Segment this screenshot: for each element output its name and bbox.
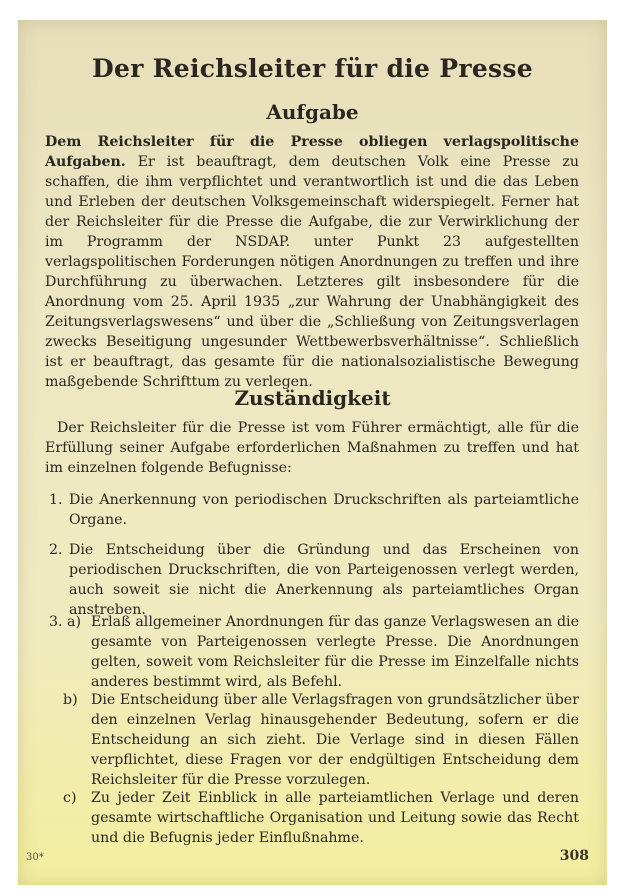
list-item-text: Die Anerkennung von periodischen Druckschriften als parteiamtliche Organe. xyxy=(69,492,579,528)
list-item xyxy=(49,612,579,692)
list-item-number: 3. a) xyxy=(49,614,82,630)
sheet-signature: 30* xyxy=(26,852,44,863)
section-heading-zustaendigkeit: Zuständigkeit xyxy=(234,386,391,410)
page-number: 308 xyxy=(559,848,589,864)
aufgabe-lead: Dem Reichsleiter für die Presse obliegen verlagspolitische Aufgaben. xyxy=(45,134,579,170)
list-item-number: 1. xyxy=(49,492,63,508)
list-item-text: Die Entscheidung über alle Verlagsfragen von grundsätzlicher über den einzelnen Verlag hinausgehender Bedeutung, sofern er die Entscheidung an sich zieht. Die Verlage sind in diesen Fällen verpflichtet, diese Fragen vor der endgültigen Entscheidung dem Reichsleiter für die Presse vorzulegen. xyxy=(91,692,579,788)
page-title: Der Reichsleiter für die Presse xyxy=(92,54,533,83)
document-page xyxy=(18,20,607,885)
list-item-text: Erlaß allgemeiner Anordnungen für das ganze Verlagswesen an die gesamte von Parteigenossen verlegte Presse. Die Anordnungen gelten, soweit vom Reichsleiter für die Presse im Einzelfalle nichts anderes bestimmt wird, als Befehl. xyxy=(91,614,579,690)
list-item-text: Zu jeder Zeit Einblick in alle parteiamtlichen Verlage und deren gesamte wirtschaftliche Organisation und Leitung sowie das Recht und die Befugnis jeder Einflußnahme. xyxy=(91,790,579,846)
list-item xyxy=(49,540,579,620)
list-item-number: 2. xyxy=(49,542,63,558)
aufgabe-body: Er ist beauftragt, dem deutschen Volk eine Presse zu schaffen, die ihm verpflichtet und verantwortlich ist und die das Leben und Erleben der deutschen Volksgemeinschaft widerspiegelt. Ferner hat der Reichsleiter für die Presse die Aufgabe, die zur Verwirklichung der im Programm der NSDAP. unter Punkt 23 aufgestellten verlagspolitischen Forderungen nötigen Anordnungen zu treffen und ihre Durchführung zu überwachen. Letzteres gilt insbesondere für die Anordnung vom 25. April 1935 „zur Wahrung der Unabhängigkeit des Zeitungsverlagswesens“ und über die „Schließung von Zeitungsverlagen zwecks Beseitigung ungesunder Wettbewerbsverhältnisse“. Schließlich ist er beauftragt, das gesamte für die nationalsozialistische Bewegung maßgebende Schrifttum zu verlegen. xyxy=(45,154,579,390)
list-item xyxy=(63,690,579,790)
aufgabe-paragraph xyxy=(45,132,579,392)
list-item xyxy=(63,788,579,848)
list-item-number: c) xyxy=(63,790,77,806)
list-item xyxy=(49,490,579,530)
list-item-number: b) xyxy=(63,692,78,708)
list-item-text: Die Entscheidung über die Gründung und das Erscheinen von periodischen Druckschriften, die von Parteigenossen verlegt werden, auch soweit sie nicht die Anerkennung als parteiamtliches Organ anstreben. xyxy=(69,542,579,618)
zustaendigkeit-intro: Der Reichsleiter für die Presse ist vom Führer ermächtigt, alle für die Erfüllung seiner Aufgabe erforderlichen Maßnahmen zu treffen und hat im einzelnen folgende Befugnisse: xyxy=(45,420,579,476)
section-heading-aufgabe: Aufgabe xyxy=(266,100,359,124)
